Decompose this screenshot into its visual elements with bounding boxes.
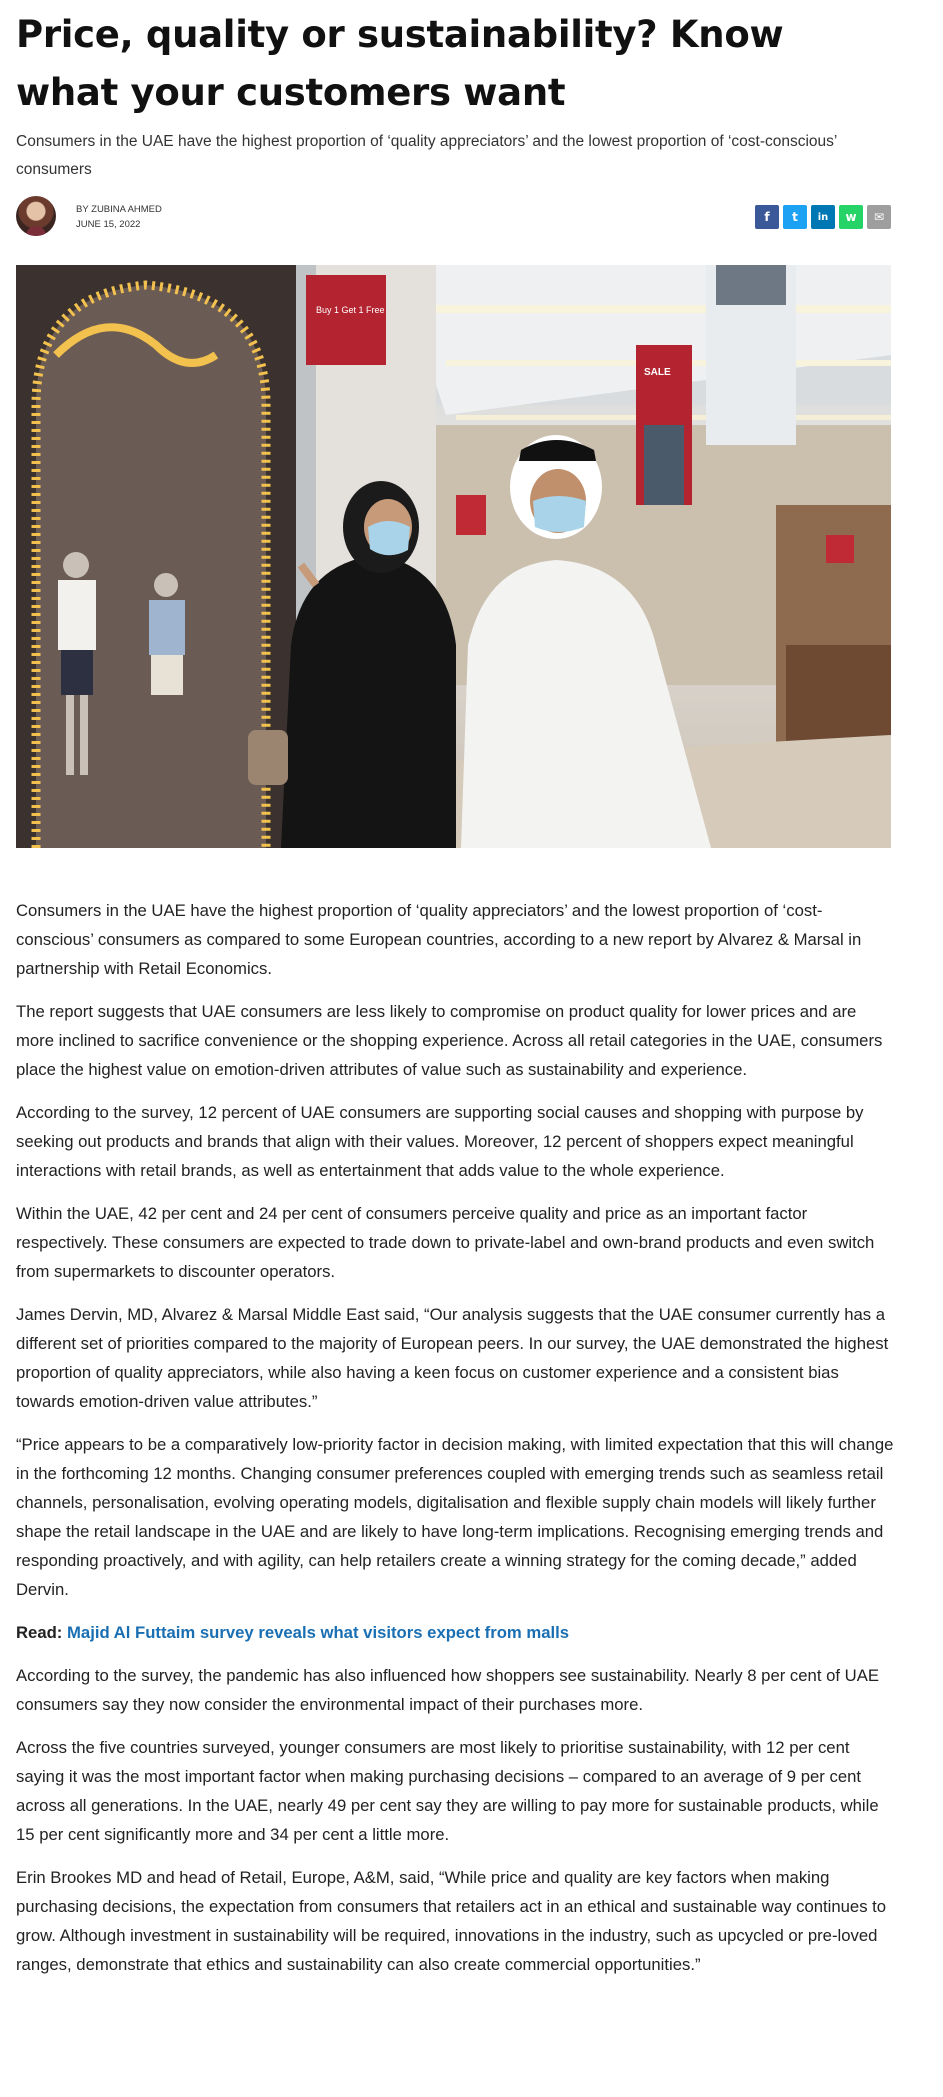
author-avatar[interactable] — [16, 196, 56, 236]
linkedin-icon[interactable]: in — [811, 205, 835, 229]
paragraph-8: Across the five countries surveyed, younger consumers are most likely to prioritise sustainability, with 12 per cent saying it was the most important factor when making purchasing decisions – compared to an average of 9 per cent across all generations. In the UAE, nearly 49 per cent say they are willing to pay more for sustainable products, while 15 per cent significantly more and 34 per cent a little more. — [16, 1738, 879, 1844]
email-icon[interactable]: ✉ — [867, 205, 891, 229]
banner-text-2: SALE — [644, 367, 671, 378]
paragraph-7: According to the survey, the pandemic has also influenced how shoppers see sustainability. Nearly 8 per cent of UAE consumers say they now consider the environmental impact of their purchases more. — [16, 1666, 879, 1714]
paragraph-6: “Price appears to be a comparatively low-priority factor in decision making, with limited expectation that this will change in the forthcoming 12 months. Changing consumer preferences coupled with emerging trends such as seamless retail channels, personalisation, evolving operating models, digitalisation and flexible supply chain models will likely further shape the retail landscape in the UAE and are likely to have long-term implications. Recognising emerging trends and responding proactively, and with agility, can help retailers create a winning strategy for the coming decade,” added Dervin. — [16, 1435, 894, 1599]
article-body — [16, 896, 896, 1993]
paragraph-3: According to the survey, 12 percent of UAE consumers are supporting social causes and shopping with purpose by seeking out products and brands that align with their values. Moreover, 12 percent of shoppers expect meaningful interactions with retail brands, as well as entertainment that adds value to the whole experience. — [16, 1103, 864, 1180]
standfirst: Consumers in the UAE have the highest proportion of ‘quality appreciators’ and the lowest proportion of ‘cost-conscious’ consumers — [16, 133, 837, 178]
twitter-icon[interactable]: t — [783, 205, 807, 229]
read-label: Read: — [16, 1623, 63, 1642]
banner-text-1: Buy 1 Get 1 Free — [316, 305, 385, 315]
byline — [76, 202, 162, 232]
hero-image — [16, 265, 891, 848]
paragraph-4: Within the UAE, 42 per cent and 24 per cent of consumers perceive quality and price as an important factor respectively. These consumers are expected to trade down to private-label and own-brand products and even switch from supermarkets to discounter operators. — [16, 1204, 875, 1281]
article-header — [16, 0, 891, 252]
headline: Price, quality or sustainability? Know what your customers want — [16, 13, 784, 114]
author-name[interactable]: BY ZUBINA AHMED — [76, 204, 162, 215]
read-also — [16, 1618, 896, 1647]
byline-row — [16, 196, 891, 252]
related-article-link[interactable]: Majid Al Futtaim survey reveals what visitors expect from malls — [67, 1623, 570, 1642]
publish-date: JUNE 15, 2022 — [76, 219, 141, 230]
paragraph-2: The report suggests that UAE consumers are less likely to compromise on product quality for lower prices and are more inclined to sacrifice convenience or the shopping experience. Across all retail categories in the UAE, consumers place the highest value on emotion-driven attributes of value such as sustainability and experience. — [16, 1002, 883, 1079]
mall-photo-illustration — [16, 265, 891, 848]
share-bar — [755, 205, 891, 229]
paragraph-9: Erin Brookes MD and head of Retail, Europe, A&M, said, “While price and quality are key factors when making purchasing decisions, the expectation from consumers that retailers act in an ethical and sustainable way continues to grow. Although investment in sustainability will be required, innovations in the industry, such as upcycled or pre-loved ranges, demonstrate that ethics and sustainability can also create commercial opportunities.” — [16, 1868, 887, 1974]
facebook-icon[interactable]: f — [755, 205, 779, 229]
whatsapp-icon[interactable]: w — [839, 205, 863, 229]
paragraph-5: James Dervin, MD, Alvarez & Marsal Middle East said, “Our analysis suggests that the UAE consumer currently has a different set of priorities compared to the majority of European peers. In our survey, the UAE demonstrated the highest proportion of quality appreciators, while also having a keen focus on customer experience and a consistent bias towards emotion-driven value attributes.” — [16, 1305, 889, 1411]
paragraph-1: Consumers in the UAE have the highest proportion of ‘quality appreciators’ and the lowest proportion of ‘cost-conscious’ consumers as compared to some European countries, according to a new report by Alvarez & Marsal in partnership with Retail Economics. — [16, 901, 862, 978]
